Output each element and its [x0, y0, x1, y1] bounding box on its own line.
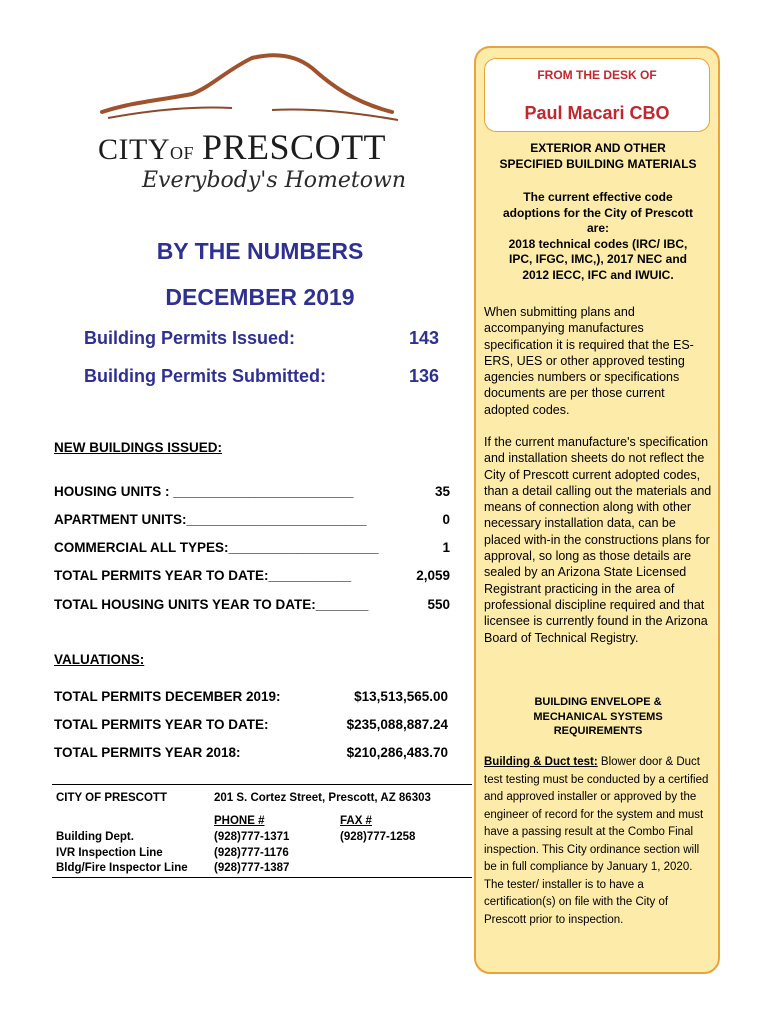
permits-submitted-row — [84, 366, 439, 387]
contact-label: Building Dept. — [56, 831, 134, 843]
codes-line: are: — [586, 221, 609, 235]
stat-value: 2,059 — [416, 568, 450, 583]
city-logo — [92, 50, 422, 225]
valuation-label: TOTAL PERMITS YEAR TO DATE: — [54, 717, 269, 732]
permits-issued-value: 143 — [408, 328, 439, 348]
contact-label: IVR Inspection Line — [56, 847, 163, 859]
contact-fax: (928)777-1258 — [340, 831, 416, 843]
stat-label: TOTAL PERMITS YEAR TO DATE:___________ — [54, 568, 352, 583]
duct-test-text: Blower door & Duct test testing must be conducted by a certified and approved installer or approved by the engineer of record for the system and must have a passing result at the Combo Final inspection. This City ordinance section will be in full compliance by January 1, 2020. The tester/ installer is to have a certification(s) on file with the City of Prescott prior to inspection. — [484, 756, 709, 926]
stat-row — [54, 568, 450, 583]
valuation-label: TOTAL PERMITS DECEMBER 2019: — [54, 689, 281, 704]
manufacture-paragraph: If the current manufacture's specification and installation sheets do not reflect the City of Prescott current adopted codes, than a detail calling out the materials and means of connection along with other necessary installation data, can be placed with-in the constructions plans for approval, so long as those details are sealed by an Arizona State Licensed Registrant practicing in the area of professional discipline required and that licensee is currently found in the Arizona Board of Technical Registry. — [484, 435, 712, 645]
stat-label: HOUSING UNITS : ________________________ — [54, 484, 354, 499]
stat-row — [54, 512, 450, 527]
stat-value: 35 — [434, 484, 450, 499]
valuation-value: $13,513,565.00 — [354, 689, 448, 704]
valuation-value: $235,088,887.24 — [346, 717, 448, 732]
fax-header: FAX # — [340, 815, 372, 827]
permits-issued-row — [84, 328, 439, 349]
section-title-line: SPECIFIED BUILDING MATERIALS — [499, 157, 697, 171]
codes-line: 2012 IECC, IFC and IWUIC. — [522, 267, 674, 282]
logo-tagline: Everybody's Hometown — [142, 168, 407, 193]
codes-line: IPC, IFGC, IMC,), 2017 NEC and — [508, 252, 688, 266]
duct-test-label: Building & Duct test: — [484, 756, 598, 768]
mountain-icon — [92, 50, 422, 130]
codes-block — [480, 190, 716, 283]
contact-phone[interactable]: (928)777-1371 — [214, 831, 290, 843]
stat-row — [54, 597, 450, 612]
section-title-line: EXTERIOR AND OTHER — [530, 141, 666, 155]
stat-row — [54, 484, 450, 499]
page-title: BY THE NUMBERS — [156, 238, 364, 264]
section-title — [480, 140, 716, 172]
submission-paragraph: When submitting plans and accompanying manufactures specification it is required that the ES-ERS, UES or other approved testing agencies numbers or specifications documents are per those current adopted codes. — [484, 305, 694, 417]
valuation-row — [54, 745, 448, 760]
contact-org: CITY OF PRESCOTT — [56, 792, 167, 804]
section-title — [480, 695, 716, 739]
phone-header: PHONE # — [214, 815, 265, 827]
stat-label: COMMERCIAL ALL TYPES:____________________ — [54, 540, 379, 555]
desk-name: Paul Macari CBO — [524, 103, 670, 123]
divider — [52, 784, 472, 785]
codes-line: 2018 technical codes (IRC/ IBC, — [508, 236, 688, 251]
stat-row — [54, 540, 450, 555]
codes-line: The current effective code — [523, 190, 673, 204]
section-title-line: REQUIREMENTS — [553, 725, 643, 737]
stat-label: APARTMENT UNITS:________________________ — [54, 512, 367, 527]
valuations-heading: VALUATIONS: — [54, 652, 145, 667]
desk-label: FROM THE DESK OF — [537, 68, 657, 82]
logo-wordmark: CITYOF PRESCOTT — [98, 127, 387, 167]
stat-label: TOTAL HOUSING UNITS YEAR TO DATE:_______ — [54, 597, 369, 612]
valuation-row — [54, 717, 448, 732]
permits-issued-label: Building Permits Issued: — [84, 328, 296, 348]
page-subtitle: DECEMBER 2019 — [165, 284, 355, 310]
section-title-line: BUILDING ENVELOPE & — [534, 696, 662, 708]
contact-phone[interactable]: (928)777-1387 — [214, 862, 290, 874]
permits-submitted-value: 136 — [408, 366, 439, 386]
contact-address: 201 S. Cortez Street, Prescott, AZ 86303 — [214, 792, 431, 804]
stat-value: 0 — [442, 512, 450, 527]
new-buildings-heading: NEW BUILDINGS ISSUED: — [54, 440, 223, 455]
permits-submitted-label: Building Permits Submitted: — [84, 366, 327, 386]
valuation-value: $210,286,483.70 — [346, 745, 448, 760]
duct-test-paragraph — [484, 754, 712, 929]
valuation-label: TOTAL PERMITS YEAR 2018: — [54, 745, 241, 760]
contact-phone[interactable]: (928)777-1176 — [214, 847, 289, 859]
divider — [52, 877, 472, 878]
section-title-line: MECHANICAL SYSTEMS — [533, 710, 663, 723]
stat-value: 550 — [427, 597, 450, 612]
codes-line: adoptions for the City of Prescott — [502, 205, 693, 220]
contact-label: Bldg/Fire Inspector Line — [56, 862, 188, 874]
stat-value: 1 — [442, 540, 450, 555]
valuation-row — [54, 689, 448, 704]
